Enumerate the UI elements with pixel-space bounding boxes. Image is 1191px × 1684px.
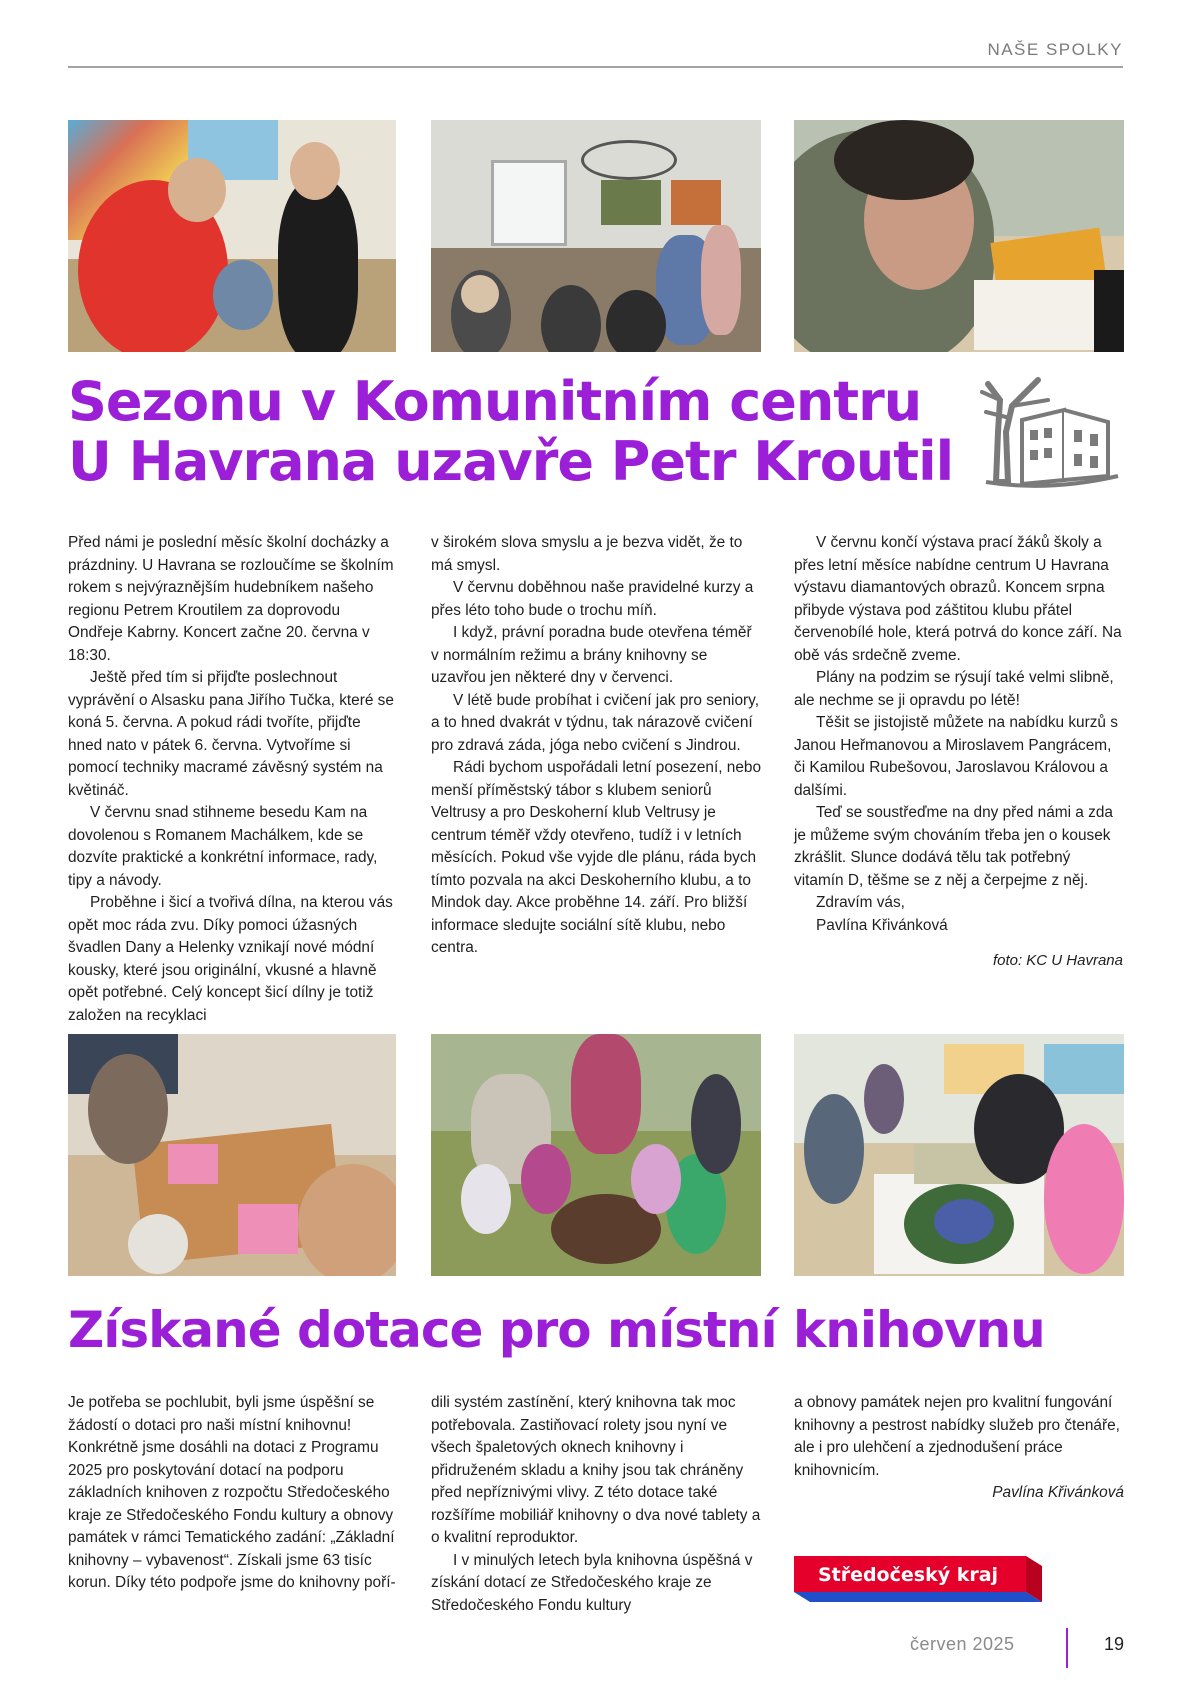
paragraph: a obnovy památek nejen pro kvalitní fungování knihovny a pestrost nabídky služeb pro čtenáře, ale i pro ulehčení a zjednodušení práce knihovnicím. <box>794 1394 1120 1479</box>
issue-date: červen 2025 <box>910 1634 1015 1654</box>
author-signature: Pavlína Křivánková <box>816 916 948 934</box>
paragraph: I v minulých letech byla knihovna úspěšná v získání dotací ze Středočeského kraje ze Středočeského Fondu kultury <box>431 1551 753 1614</box>
footer-divider <box>1066 1628 1068 1668</box>
article2-column-1 <box>68 1392 398 1595</box>
paragraph: Ještě před tím si přijďte poslechnout vyprávění o Alsasku pana Jiřího Tučka, které se koná 5. června. A pokud rádi tvoříte, přijďte hned nato v pátek 6. června. Vytvoříme si pomocí techniky macramé závěsný systém na květináč. <box>68 669 394 799</box>
paragraph: Rádi bychom uspořádali letní posezení, nebo menší příměstský tábor s klubem seniorů Veltrusy a pro Deskoherní klub Veltrusy je centrum téměř vždy otevřeno, tudíž i v letních měsících. Pokud vše vyjde dle plánu, ráda bych tímto pozvala na akci Deskoherního klubu, a to Mindok day. Akce proběhne 14. září. Pro bližší informace sledujte sociální sítě klubu, nebo centra. <box>431 759 762 956</box>
article1-title-line1: Sezonu v Komunitním centru <box>68 370 922 433</box>
photo-painting-activity <box>794 1034 1124 1276</box>
paragraph: v širokém slova smyslu a je bezva vidět, že to má smysl. <box>431 534 743 574</box>
paragraph: V létě bude probíhat i cvičení jak pro seniory, a to hned dvakrát v týdnu, tak nárazově cvičení pro zdravá záda, jóga nebo cvičení s Jindrou. <box>431 691 759 754</box>
paragraph: V červnu snad stihneme besedu Kam na dovolenou s Romanem Machálkem, kde se dozvíte praktické a konkrétní informace, rady, tipy a návody. <box>68 804 378 889</box>
article1-column-3 <box>794 532 1124 937</box>
paragraph: dili systém zastínění, který knihovna tak moc potřebovala. Zastiňovací rolety jsou nyní ve všech špaletových oknech knihovny i přidruženém skladu a knihy jsou tak chráněny před nepříznivými vlivy. Z této dotace také rozšíříme mobiliář knihovny o dva nové tablety a o kvalitní reproduktor. <box>431 1394 761 1546</box>
paragraph: Před námi je poslední měsíc školní docházky a prázdniny. U Havrana se rozloučíme se školním rokem s nejvýraznějším hudebníkem našeho regionu Petrem Kroutilem za doprovodu Ondřeje Kabrny. Koncert začne 20. června v 18:30. <box>68 534 394 664</box>
badge-label: Středočeský kraj <box>817 1564 999 1586</box>
paragraph: V červnu doběhnou naše pravidelné kurzy a přes léto toho bude o trochu míň. <box>431 579 754 619</box>
greeting: Zdravím vás, <box>816 894 905 911</box>
paragraph: Je potřeba se pochlubit, byli jsme úspěšní se žádostí o dotaci pro naši místní knihovnu! Konkrétně jsme dosáhli na dotaci z Programu 2025 pro poskytování dotací na podporu základních knihoven z rozpočtu Středočeského kraje ze Středočeského Fondu kultury a obnovy památek v rámci Tematického zadání: „Základní knihovny – vybavenost“. Získali jsme 63 tisíc korun. Díky této podpoře jsme do knihovny poří- <box>68 1394 396 1591</box>
paragraph: Plány na podzim se rýsují také velmi slibně, ale nechme se ji opravdu po létě! <box>794 669 1114 709</box>
photo-outdoor-planting <box>431 1034 761 1276</box>
photo-diamond-painting <box>794 120 1124 352</box>
article1-title-line2: U Havrana uzavře Petr Kroutil <box>68 430 954 494</box>
article1-column-1 <box>68 532 398 1027</box>
article1-column-2 <box>431 532 761 960</box>
paragraph: I když, právní poradna bude otevřena téměř v normálním režimu a brány knihovny se uzavřou jen některé dny v červenci. <box>431 624 752 686</box>
article1-title <box>68 372 953 493</box>
header-divider <box>68 66 1123 68</box>
article2-column-2 <box>431 1392 761 1617</box>
article2-column-3 <box>794 1392 1124 1505</box>
paragraph: Teď se soustřeďme na dny před námi a zda je můžeme svým chováním třeba jen o kousek zkrášlit. Slunce dodává tělu tak potřebný vitamín D, těšme se z něj a čerpejme z něj. <box>794 804 1113 889</box>
page-number: 19 <box>1104 1634 1125 1654</box>
stredocesky-kraj-logo <box>794 1556 1042 1604</box>
paragraph: Proběhne i šicí a tvořivá dílna, na kterou vás opět moc ráda zvu. Díky pomoci úžasných švadlen Dany a Helenky vznikají nové módní kousky, které jsou originální, vkusné a hlavně opět potřebné. Celý koncept šicí dílny je totiž založen na recyklaci <box>68 894 393 1024</box>
photo-credit: foto: KC U Havrana <box>992 952 1123 969</box>
paragraph: V červnu končí výstava prací žáků školy a přes letní měsíce nabídne centrum U Havrana výstavu diamantových obrazů. Koncem srpna přibyde výstava pod záštitou klubu přátel červenobílé hole, která potrvá do konce září. Na obě vás srdečně zveme. <box>794 534 1122 664</box>
kc-u-havrana-logo <box>978 372 1126 498</box>
section-label: NAŠE SPOLKY <box>987 40 1123 59</box>
author-signature: Pavlína Křivánková <box>992 1484 1124 1501</box>
photo-seniors-club <box>431 120 761 352</box>
article2-title: Získané dotace pro místní knihovnu <box>68 1301 1045 1359</box>
photo-concert-children <box>68 120 396 352</box>
paragraph: Těšit se jistojistě můžete na nabídku kurzů s Janou Heřmanovou a Miroslavem Pangrácem, či Kamilou Rubešovou, Jaroslavou Královou a dalšími. <box>794 714 1118 799</box>
photo-library-kids-crafts <box>68 1034 396 1276</box>
